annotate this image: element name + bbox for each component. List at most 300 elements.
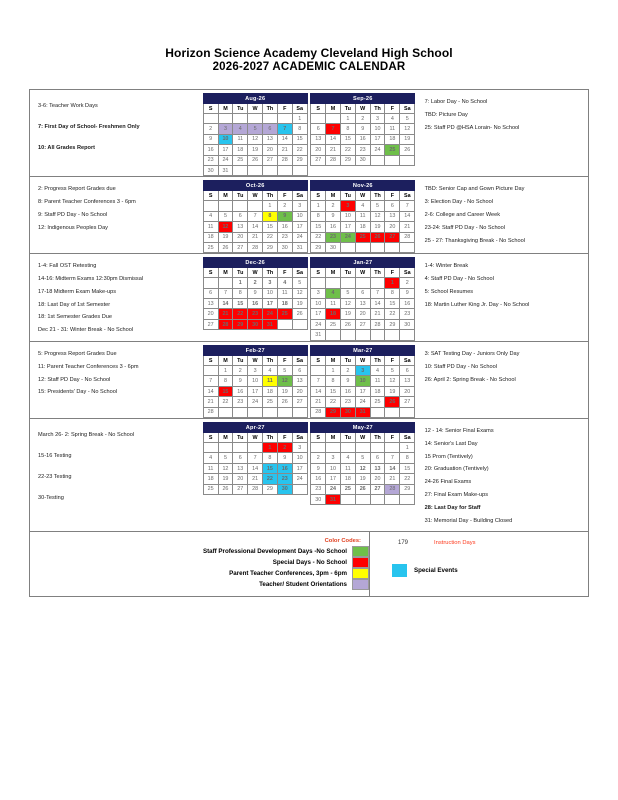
day-cell-22[interactable]: 22 xyxy=(385,309,400,319)
day-cell-27[interactable]: 27 xyxy=(355,319,370,329)
day-cell-4[interactable]: 4 xyxy=(203,453,218,463)
day-cell-21[interactable]: 21 xyxy=(203,397,218,407)
day-cell-1[interactable]: 1 xyxy=(292,114,307,124)
day-cell-23[interactable]: 23 xyxy=(326,232,341,242)
day-cell-1[interactable]: 1 xyxy=(385,278,400,288)
day-cell-2[interactable]: 2 xyxy=(340,366,355,376)
day-cell-14[interactable]: 14 xyxy=(311,386,326,396)
day-cell-5[interactable]: 5 xyxy=(385,366,400,376)
day-cell-3[interactable]: 3 xyxy=(326,453,341,463)
day-cell-22[interactable]: 22 xyxy=(292,145,307,155)
day-cell-1[interactable]: 1 xyxy=(340,114,355,124)
day-cell-18[interactable]: 18 xyxy=(326,309,341,319)
day-cell-9[interactable]: 9 xyxy=(340,376,355,386)
day-cell-5[interactable]: 5 xyxy=(340,288,355,298)
day-cell-9[interactable]: 9 xyxy=(400,288,415,298)
day-cell-20[interactable]: 20 xyxy=(203,309,218,319)
day-cell-19[interactable]: 19 xyxy=(340,309,355,319)
day-cell-30[interactable]: 30 xyxy=(326,242,341,252)
day-cell-13[interactable]: 13 xyxy=(233,222,248,232)
day-cell-5[interactable]: 5 xyxy=(355,453,370,463)
day-cell-19[interactable]: 19 xyxy=(218,232,233,242)
day-cell-22[interactable]: 22 xyxy=(311,232,326,242)
day-cell-7[interactable]: 7 xyxy=(218,288,233,298)
day-cell-6[interactable]: 6 xyxy=(355,288,370,298)
day-cell-29[interactable]: 29 xyxy=(326,407,341,417)
day-cell-12[interactable]: 12 xyxy=(218,463,233,473)
day-cell-3[interactable]: 3 xyxy=(248,366,263,376)
day-cell-9[interactable]: 9 xyxy=(326,211,341,221)
day-cell-21[interactable]: 21 xyxy=(326,145,341,155)
day-cell-15[interactable]: 15 xyxy=(263,222,278,232)
day-cell-28[interactable]: 28 xyxy=(248,242,263,252)
day-cell-6[interactable]: 6 xyxy=(400,366,415,376)
day-cell-6[interactable]: 6 xyxy=(370,453,385,463)
day-cell-28[interactable]: 28 xyxy=(248,484,263,494)
day-cell-27[interactable]: 27 xyxy=(292,397,307,407)
day-cell-26[interactable]: 26 xyxy=(400,145,415,155)
day-cell-22[interactable]: 22 xyxy=(263,232,278,242)
day-cell-4[interactable]: 4 xyxy=(355,201,370,211)
day-cell-19[interactable]: 19 xyxy=(277,386,292,396)
day-cell-11[interactable]: 11 xyxy=(326,299,341,309)
day-cell-14[interactable]: 14 xyxy=(248,463,263,473)
day-cell-30[interactable]: 30 xyxy=(248,319,263,329)
day-cell-25[interactable]: 25 xyxy=(203,484,218,494)
day-cell-20[interactable]: 20 xyxy=(400,386,415,396)
day-cell-23[interactable]: 23 xyxy=(248,309,263,319)
day-cell-24[interactable]: 24 xyxy=(263,309,278,319)
day-cell-16[interactable]: 16 xyxy=(311,474,326,484)
day-cell-29[interactable]: 29 xyxy=(292,155,307,165)
day-cell-3[interactable]: 3 xyxy=(370,114,385,124)
day-cell-22[interactable]: 22 xyxy=(233,309,248,319)
day-cell-3[interactable]: 3 xyxy=(340,201,355,211)
day-cell-7[interactable]: 7 xyxy=(248,211,263,221)
day-cell-7[interactable]: 7 xyxy=(248,453,263,463)
day-cell-8[interactable]: 8 xyxy=(340,124,355,134)
day-cell-10[interactable]: 10 xyxy=(311,299,326,309)
day-cell-20[interactable]: 20 xyxy=(233,474,248,484)
day-cell-27[interactable]: 27 xyxy=(233,484,248,494)
day-cell-19[interactable]: 19 xyxy=(400,134,415,144)
day-cell-8[interactable]: 8 xyxy=(263,453,278,463)
day-cell-2[interactable]: 2 xyxy=(355,114,370,124)
day-cell-28[interactable]: 28 xyxy=(370,319,385,329)
day-cell-8[interactable]: 8 xyxy=(218,376,233,386)
day-cell-11[interactable]: 11 xyxy=(203,463,218,473)
day-cell-7[interactable]: 7 xyxy=(277,124,292,134)
day-cell-9[interactable]: 9 xyxy=(248,288,263,298)
day-cell-13[interactable]: 13 xyxy=(355,299,370,309)
day-cell-18[interactable]: 18 xyxy=(370,386,385,396)
day-cell-20[interactable]: 20 xyxy=(355,309,370,319)
day-cell-5[interactable]: 5 xyxy=(400,114,415,124)
day-cell-10[interactable]: 10 xyxy=(292,453,307,463)
day-cell-19[interactable]: 19 xyxy=(370,222,385,232)
day-cell-21[interactable]: 21 xyxy=(311,397,326,407)
day-cell-14[interactable]: 14 xyxy=(248,222,263,232)
day-cell-11[interactable]: 11 xyxy=(385,124,400,134)
day-cell-18[interactable]: 18 xyxy=(355,222,370,232)
day-cell-28[interactable]: 28 xyxy=(326,155,341,165)
day-cell-26[interactable]: 26 xyxy=(248,155,263,165)
day-cell-12[interactable]: 12 xyxy=(385,376,400,386)
day-cell-5[interactable]: 5 xyxy=(277,366,292,376)
day-cell-21[interactable]: 21 xyxy=(400,222,415,232)
day-cell-13[interactable]: 13 xyxy=(385,211,400,221)
day-cell-27[interactable]: 27 xyxy=(263,155,278,165)
day-cell-5[interactable]: 5 xyxy=(370,201,385,211)
day-cell-15[interactable]: 15 xyxy=(292,134,307,144)
day-cell-15[interactable]: 15 xyxy=(218,386,233,396)
day-cell-6[interactable]: 6 xyxy=(292,366,307,376)
day-cell-14[interactable]: 14 xyxy=(326,134,341,144)
day-cell-13[interactable]: 13 xyxy=(370,463,385,473)
day-cell-31[interactable]: 31 xyxy=(326,494,341,504)
day-cell-5[interactable]: 5 xyxy=(292,278,307,288)
day-cell-25[interactable]: 25 xyxy=(385,145,400,155)
day-cell-2[interactable]: 2 xyxy=(277,201,292,211)
day-cell-4[interactable]: 4 xyxy=(370,366,385,376)
day-cell-29[interactable]: 29 xyxy=(340,155,355,165)
day-cell-7[interactable]: 7 xyxy=(400,201,415,211)
day-cell-10[interactable]: 10 xyxy=(326,463,341,473)
day-cell-26[interactable]: 26 xyxy=(218,484,233,494)
day-cell-22[interactable]: 22 xyxy=(340,145,355,155)
day-cell-29[interactable]: 29 xyxy=(263,484,278,494)
day-cell-4[interactable]: 4 xyxy=(340,453,355,463)
day-cell-11[interactable]: 11 xyxy=(355,211,370,221)
day-cell-13[interactable]: 13 xyxy=(263,134,278,144)
day-cell-4[interactable]: 4 xyxy=(277,278,292,288)
day-cell-10[interactable]: 10 xyxy=(340,211,355,221)
day-cell-17[interactable]: 17 xyxy=(218,145,233,155)
day-cell-8[interactable]: 8 xyxy=(385,288,400,298)
day-cell-30[interactable]: 30 xyxy=(400,319,415,329)
day-cell-9[interactable]: 9 xyxy=(277,211,292,221)
day-cell-10[interactable]: 10 xyxy=(355,376,370,386)
day-cell-29[interactable]: 29 xyxy=(311,242,326,252)
day-cell-26[interactable]: 26 xyxy=(355,484,370,494)
day-cell-23[interactable]: 23 xyxy=(233,397,248,407)
day-cell-5[interactable]: 5 xyxy=(248,124,263,134)
day-cell-28[interactable]: 28 xyxy=(203,407,218,417)
day-cell-10[interactable]: 10 xyxy=(248,376,263,386)
day-cell-22[interactable]: 22 xyxy=(218,397,233,407)
day-cell-26[interactable]: 26 xyxy=(385,397,400,407)
day-cell-4[interactable]: 4 xyxy=(263,366,278,376)
day-cell-9[interactable]: 9 xyxy=(355,124,370,134)
day-cell-16[interactable]: 16 xyxy=(233,386,248,396)
day-cell-14[interactable]: 14 xyxy=(385,463,400,473)
day-cell-3[interactable]: 3 xyxy=(355,366,370,376)
day-cell-1[interactable]: 1 xyxy=(311,201,326,211)
day-cell-12[interactable]: 12 xyxy=(370,211,385,221)
day-cell-16[interactable]: 16 xyxy=(248,299,263,309)
day-cell-27[interactable]: 27 xyxy=(233,242,248,252)
day-cell-11[interactable]: 11 xyxy=(203,222,218,232)
day-cell-31[interactable]: 31 xyxy=(355,407,370,417)
day-cell-3[interactable]: 3 xyxy=(263,278,278,288)
day-cell-11[interactable]: 11 xyxy=(277,288,292,298)
day-cell-1[interactable]: 1 xyxy=(218,366,233,376)
day-cell-6[interactable]: 6 xyxy=(311,124,326,134)
day-cell-25[interactable]: 25 xyxy=(277,309,292,319)
day-cell-2[interactable]: 2 xyxy=(311,453,326,463)
day-cell-1[interactable]: 1 xyxy=(400,443,415,453)
day-cell-20[interactable]: 20 xyxy=(263,145,278,155)
day-cell-17[interactable]: 17 xyxy=(355,386,370,396)
day-cell-18[interactable]: 18 xyxy=(233,145,248,155)
day-cell-2[interactable]: 2 xyxy=(203,124,218,134)
day-cell-7[interactable]: 7 xyxy=(370,288,385,298)
day-cell-25[interactable]: 25 xyxy=(233,155,248,165)
day-cell-23[interactable]: 23 xyxy=(311,484,326,494)
day-cell-14[interactable]: 14 xyxy=(203,386,218,396)
day-cell-12[interactable]: 12 xyxy=(292,288,307,298)
day-cell-5[interactable]: 5 xyxy=(218,211,233,221)
day-cell-24[interactable]: 24 xyxy=(340,232,355,242)
day-cell-24[interactable]: 24 xyxy=(218,155,233,165)
day-cell-13[interactable]: 13 xyxy=(311,134,326,144)
day-cell-4[interactable]: 4 xyxy=(203,211,218,221)
day-cell-9[interactable]: 9 xyxy=(203,134,218,144)
day-cell-10[interactable]: 10 xyxy=(263,288,278,298)
day-cell-1[interactable]: 1 xyxy=(263,201,278,211)
day-cell-23[interactable]: 23 xyxy=(340,397,355,407)
day-cell-17[interactable]: 17 xyxy=(292,222,307,232)
day-cell-12[interactable]: 12 xyxy=(248,134,263,144)
day-cell-13[interactable]: 13 xyxy=(292,376,307,386)
day-cell-25[interactable]: 25 xyxy=(203,242,218,252)
day-cell-21[interactable]: 21 xyxy=(277,145,292,155)
day-cell-30[interactable]: 30 xyxy=(203,165,218,175)
day-cell-3[interactable]: 3 xyxy=(311,288,326,298)
day-cell-16[interactable]: 16 xyxy=(277,463,292,473)
day-cell-9[interactable]: 9 xyxy=(233,376,248,386)
day-cell-12[interactable]: 12 xyxy=(400,124,415,134)
day-cell-13[interactable]: 13 xyxy=(203,299,218,309)
day-cell-16[interactable]: 16 xyxy=(355,134,370,144)
day-cell-3[interactable]: 3 xyxy=(292,201,307,211)
day-cell-30[interactable]: 30 xyxy=(277,484,292,494)
day-cell-15[interactable]: 15 xyxy=(340,134,355,144)
day-cell-18[interactable]: 18 xyxy=(340,474,355,484)
day-cell-23[interactable]: 23 xyxy=(277,232,292,242)
day-cell-1[interactable]: 1 xyxy=(326,366,341,376)
day-cell-29[interactable]: 29 xyxy=(233,319,248,329)
day-cell-28[interactable]: 28 xyxy=(311,407,326,417)
day-cell-2[interactable]: 2 xyxy=(277,443,292,453)
day-cell-8[interactable]: 8 xyxy=(326,376,341,386)
day-cell-6[interactable]: 6 xyxy=(263,124,278,134)
day-cell-15[interactable]: 15 xyxy=(311,222,326,232)
day-cell-11[interactable]: 11 xyxy=(263,376,278,386)
day-cell-29[interactable]: 29 xyxy=(385,319,400,329)
day-cell-30[interactable]: 30 xyxy=(355,155,370,165)
day-cell-8[interactable]: 8 xyxy=(233,288,248,298)
day-cell-27[interactable]: 27 xyxy=(400,397,415,407)
day-cell-14[interactable]: 14 xyxy=(277,134,292,144)
day-cell-17[interactable]: 17 xyxy=(263,299,278,309)
day-cell-12[interactable]: 12 xyxy=(340,299,355,309)
day-cell-2[interactable]: 2 xyxy=(326,201,341,211)
day-cell-20[interactable]: 20 xyxy=(370,474,385,484)
day-cell-24[interactable]: 24 xyxy=(292,474,307,484)
day-cell-11[interactable]: 11 xyxy=(340,463,355,473)
day-cell-11[interactable]: 11 xyxy=(233,134,248,144)
day-cell-31[interactable]: 31 xyxy=(311,330,326,340)
day-cell-31[interactable]: 31 xyxy=(292,242,307,252)
day-cell-7[interactable]: 7 xyxy=(385,453,400,463)
day-cell-1[interactable]: 1 xyxy=(233,278,248,288)
day-cell-22[interactable]: 22 xyxy=(400,474,415,484)
day-cell-17[interactable]: 17 xyxy=(340,222,355,232)
day-cell-25[interactable]: 25 xyxy=(355,232,370,242)
day-cell-4[interactable]: 4 xyxy=(326,288,341,298)
day-cell-8[interactable]: 8 xyxy=(400,453,415,463)
day-cell-22[interactable]: 22 xyxy=(263,474,278,484)
day-cell-17[interactable]: 17 xyxy=(311,309,326,319)
day-cell-17[interactable]: 17 xyxy=(292,463,307,473)
day-cell-19[interactable]: 19 xyxy=(218,474,233,484)
day-cell-12[interactable]: 12 xyxy=(355,463,370,473)
day-cell-12[interactable]: 12 xyxy=(218,222,233,232)
day-cell-6[interactable]: 6 xyxy=(385,201,400,211)
day-cell-4[interactable]: 4 xyxy=(233,124,248,134)
day-cell-19[interactable]: 19 xyxy=(248,145,263,155)
day-cell-20[interactable]: 20 xyxy=(311,145,326,155)
day-cell-28[interactable]: 28 xyxy=(218,319,233,329)
day-cell-31[interactable]: 31 xyxy=(218,165,233,175)
day-cell-24[interactable]: 24 xyxy=(311,319,326,329)
day-cell-5[interactable]: 5 xyxy=(218,453,233,463)
day-cell-15[interactable]: 15 xyxy=(385,299,400,309)
day-cell-14[interactable]: 14 xyxy=(400,211,415,221)
day-cell-25[interactable]: 25 xyxy=(340,484,355,494)
day-cell-4[interactable]: 4 xyxy=(385,114,400,124)
day-cell-18[interactable]: 18 xyxy=(385,134,400,144)
day-cell-6[interactable]: 6 xyxy=(233,453,248,463)
day-cell-3[interactable]: 3 xyxy=(292,443,307,453)
day-cell-30[interactable]: 30 xyxy=(277,242,292,252)
day-cell-18[interactable]: 18 xyxy=(277,299,292,309)
day-cell-2[interactable]: 2 xyxy=(233,366,248,376)
day-cell-30[interactable]: 30 xyxy=(340,407,355,417)
day-cell-28[interactable]: 28 xyxy=(277,155,292,165)
day-cell-26[interactable]: 26 xyxy=(218,242,233,252)
day-cell-15[interactable]: 15 xyxy=(233,299,248,309)
day-cell-20[interactable]: 20 xyxy=(385,222,400,232)
day-cell-9[interactable]: 9 xyxy=(311,463,326,473)
day-cell-19[interactable]: 19 xyxy=(292,299,307,309)
day-cell-19[interactable]: 19 xyxy=(355,474,370,484)
day-cell-17[interactable]: 17 xyxy=(370,134,385,144)
day-cell-23[interactable]: 23 xyxy=(355,145,370,155)
day-cell-7[interactable]: 7 xyxy=(203,376,218,386)
day-cell-24[interactable]: 24 xyxy=(248,397,263,407)
day-cell-27[interactable]: 27 xyxy=(370,484,385,494)
day-cell-25[interactable]: 25 xyxy=(370,397,385,407)
day-cell-21[interactable]: 21 xyxy=(385,474,400,484)
day-cell-28[interactable]: 28 xyxy=(385,484,400,494)
day-cell-26[interactable]: 26 xyxy=(277,397,292,407)
day-cell-26[interactable]: 26 xyxy=(370,232,385,242)
day-cell-10[interactable]: 10 xyxy=(292,211,307,221)
day-cell-6[interactable]: 6 xyxy=(203,288,218,298)
day-cell-17[interactable]: 17 xyxy=(326,474,341,484)
day-cell-23[interactable]: 23 xyxy=(277,474,292,484)
day-cell-20[interactable]: 20 xyxy=(233,232,248,242)
day-cell-31[interactable]: 31 xyxy=(263,319,278,329)
day-cell-21[interactable]: 21 xyxy=(248,232,263,242)
day-cell-21[interactable]: 21 xyxy=(248,474,263,484)
day-cell-14[interactable]: 14 xyxy=(370,299,385,309)
day-cell-27[interactable]: 27 xyxy=(385,232,400,242)
day-cell-13[interactable]: 13 xyxy=(233,463,248,473)
day-cell-12[interactable]: 12 xyxy=(277,376,292,386)
day-cell-24[interactable]: 24 xyxy=(326,484,341,494)
day-cell-2[interactable]: 2 xyxy=(248,278,263,288)
day-cell-25[interactable]: 25 xyxy=(263,397,278,407)
day-cell-8[interactable]: 8 xyxy=(311,211,326,221)
day-cell-27[interactable]: 27 xyxy=(203,319,218,329)
day-cell-15[interactable]: 15 xyxy=(326,386,341,396)
day-cell-6[interactable]: 6 xyxy=(233,211,248,221)
day-cell-21[interactable]: 21 xyxy=(218,309,233,319)
day-cell-17[interactable]: 17 xyxy=(248,386,263,396)
day-cell-13[interactable]: 13 xyxy=(400,376,415,386)
day-cell-15[interactable]: 15 xyxy=(263,463,278,473)
day-cell-16[interactable]: 16 xyxy=(203,145,218,155)
day-cell-30[interactable]: 30 xyxy=(311,494,326,504)
day-cell-16[interactable]: 16 xyxy=(277,222,292,232)
day-cell-14[interactable]: 14 xyxy=(218,299,233,309)
day-cell-25[interactable]: 25 xyxy=(326,319,341,329)
day-cell-11[interactable]: 11 xyxy=(370,376,385,386)
day-cell-8[interactable]: 8 xyxy=(263,211,278,221)
day-cell-18[interactable]: 18 xyxy=(203,232,218,242)
day-cell-27[interactable]: 27 xyxy=(311,155,326,165)
day-cell-23[interactable]: 23 xyxy=(203,155,218,165)
day-cell-21[interactable]: 21 xyxy=(370,309,385,319)
day-cell-16[interactable]: 16 xyxy=(400,299,415,309)
day-cell-22[interactable]: 22 xyxy=(326,397,341,407)
day-cell-7[interactable]: 7 xyxy=(311,376,326,386)
day-cell-29[interactable]: 29 xyxy=(400,484,415,494)
day-cell-9[interactable]: 9 xyxy=(277,453,292,463)
day-cell-10[interactable]: 10 xyxy=(218,134,233,144)
day-cell-18[interactable]: 18 xyxy=(263,386,278,396)
day-cell-24[interactable]: 24 xyxy=(292,232,307,242)
day-cell-24[interactable]: 24 xyxy=(370,145,385,155)
day-cell-1[interactable]: 1 xyxy=(263,443,278,453)
day-cell-24[interactable]: 24 xyxy=(355,397,370,407)
day-cell-28[interactable]: 28 xyxy=(400,232,415,242)
day-cell-8[interactable]: 8 xyxy=(292,124,307,134)
day-cell-20[interactable]: 20 xyxy=(292,386,307,396)
day-cell-23[interactable]: 23 xyxy=(400,309,415,319)
day-cell-18[interactable]: 18 xyxy=(203,474,218,484)
day-cell-2[interactable]: 2 xyxy=(400,278,415,288)
day-cell-15[interactable]: 15 xyxy=(400,463,415,473)
day-cell-26[interactable]: 26 xyxy=(292,309,307,319)
day-cell-16[interactable]: 16 xyxy=(340,386,355,396)
day-cell-26[interactable]: 26 xyxy=(340,319,355,329)
day-cell-3[interactable]: 3 xyxy=(218,124,233,134)
day-cell-19[interactable]: 19 xyxy=(385,386,400,396)
